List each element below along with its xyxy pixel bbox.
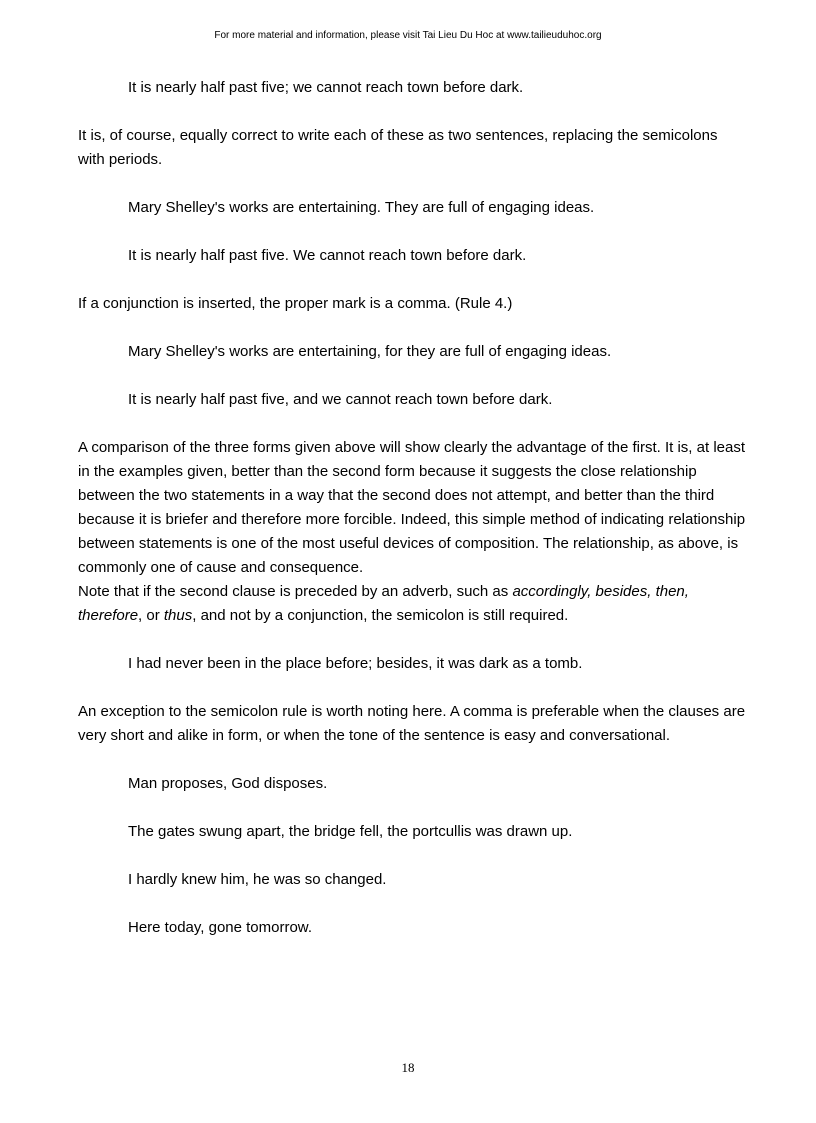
- example-sentence: Man proposes, God disposes.: [128, 775, 328, 792]
- italic-run: accordingly, besides, then, therefore: [78, 583, 689, 624]
- text-run: , and not by a conjunction, the semicolon is still required.: [192, 607, 569, 624]
- paragraph: An exception to the semicolon rule is worth noting here. A comma is preferable when the clauses are very short and alike in form, or when the tone of the sentence is easy and conversational.: [78, 703, 746, 744]
- document-body: [78, 76, 748, 940]
- example-sentence: Mary Shelley's works are entertaining, for they are full of engaging ideas.: [128, 343, 612, 360]
- example-sentence: Mary Shelley's works are entertaining. They are full of engaging ideas.: [128, 199, 595, 216]
- example-sentence: It is nearly half past five, and we cannot reach town before dark.: [128, 391, 553, 408]
- example-sentence: The gates swung apart, the bridge fell, the portcullis was drawn up.: [128, 823, 573, 840]
- header-notice: For more material and information, please visit Tai Lieu Du Hoc at www.tailieuduhoc.org: [214, 30, 602, 41]
- page-number: 18: [401, 1060, 415, 1075]
- example-sentence: Here today, gone tomorrow.: [128, 919, 312, 936]
- example-sentence: It is nearly half past five. We cannot reach town before dark.: [128, 247, 527, 264]
- example-sentence: I hardly knew him, he was so changed.: [128, 871, 387, 888]
- paragraph: A comparison of the three forms given above will show clearly the advantage of the first. It is, at least in the examples given, better than the second form because it suggests the close relationship between the two statements in a way that the second does not attempt, and better than the third because it is briefer and therefore more forcible. Indeed, this simple method of indicating relationship between statements is one of the most useful devices of composition. The relationship, as above, is commonly one of cause and consequence.: [78, 439, 746, 576]
- example-sentence: It is nearly half past five; we cannot reach town before dark.: [128, 79, 524, 96]
- paragraph: If a conjunction is inserted, the proper mark is a comma. (Rule 4.): [78, 295, 513, 312]
- italic-run: thus: [163, 607, 193, 624]
- paragraph-adverb-note: [78, 580, 748, 628]
- example-sentence: I had never been in the place before; besides, it was dark as a tomb.: [128, 655, 583, 672]
- text-run: , or: [138, 607, 164, 624]
- paragraph: It is, of course, equally correct to write each of these as two sentences, replacing the semicolons with periods.: [78, 127, 718, 168]
- text-run: Note that if the second clause is preceded by an adverb, such as: [78, 583, 513, 600]
